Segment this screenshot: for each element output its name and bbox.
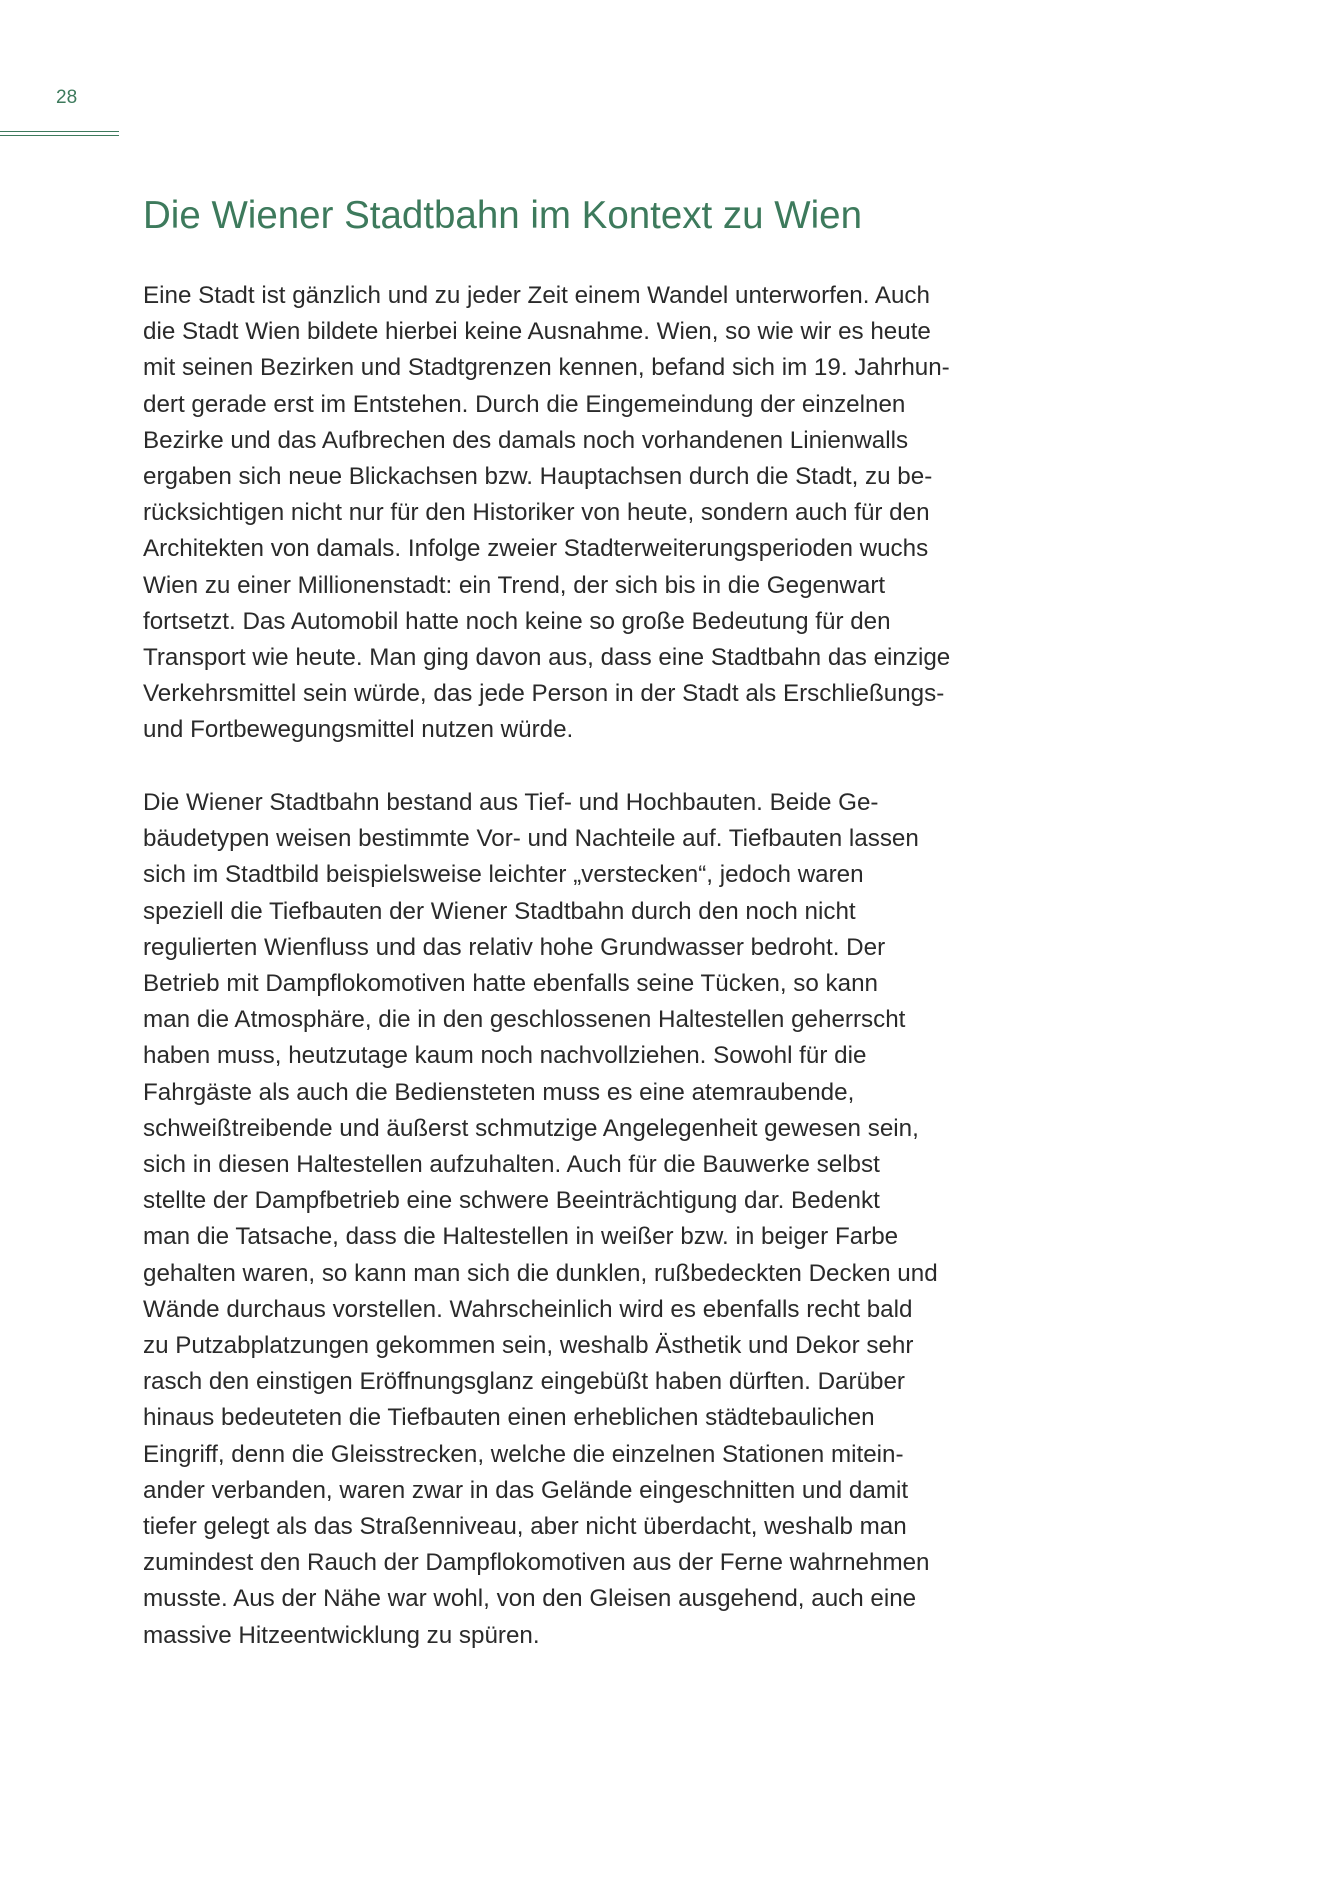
text-line: haben muss, heutzutage kaum noch nachvollziehen. Sowohl für die (143, 1042, 867, 1070)
text-line: sich im Stadtbild beispielsweise leichter „verstecken“, jedoch waren (143, 861, 864, 889)
text-line: Verkehrsmittel sein würde, das jede Person in der Stadt als Erschließungs- (143, 680, 945, 708)
text-line: stellte der Dampfbetrieb eine schwere Beeinträchtigung dar. Bedenkt (143, 1187, 880, 1215)
text-line: Betrieb mit Dampflokomotiven hatte ebenfalls seine Tücken, so kann (143, 970, 878, 998)
text-line: Fahrgäste als auch die Bediensteten muss es eine atemraubende, (143, 1078, 855, 1106)
text-line: speziell die Tiefbauten der Wiener Stadtbahn durch den noch nicht (143, 897, 856, 925)
text-line: bäudetypen weisen bestimmte Vor- und Nachteile auf. Tiefbauten lassen (143, 825, 919, 853)
text-line: gehalten waren, so kann man sich die dunklen, rußbedeckten Decken und (143, 1259, 938, 1287)
text-line: ander verbanden, waren zwar in das Gelände eingeschnitten und damit (143, 1476, 909, 1504)
text-line: massive Hitzeentwicklung zu spüren. (143, 1621, 540, 1649)
text-line: man die Atmosphäre, die in den geschlossenen Haltestellen geherrscht (143, 1006, 906, 1034)
paragraph-1 (143, 278, 950, 749)
paragraph-2 (143, 785, 938, 1654)
text-line: hinaus bedeuteten die Tiefbauten einen erheblichen städtebaulichen (143, 1404, 875, 1432)
text-line: zumindest den Rauch der Dampflokomotiven aus der Ferne wahrnehmen (143, 1549, 930, 1577)
text-line: regulierten Wienfluss und das relativ hohe Grundwasser bedroht. Der (143, 933, 886, 961)
text-line: Wien zu einer Millionenstadt: ein Trend, der sich bis in die Gegenwart (143, 571, 886, 599)
page-number-rule (0, 131, 119, 136)
text-line: Wände durchaus vorstellen. Wahrscheinlich wird es ebenfalls recht bald (143, 1295, 913, 1323)
text-line: rasch den einstigen Eröffnungsglanz eingebüßt haben dürften. Darüber (143, 1368, 905, 1396)
text-line: Transport wie heute. Man ging davon aus, dass eine Stadtbahn das einzige (143, 644, 951, 672)
text-line: mit seinen Bezirken und Stadtgrenzen kennen, befand sich im 19. Jahrhun- (143, 354, 950, 382)
chapter-title: Die Wiener Stadtbahn im Kontext zu Wien (143, 194, 862, 237)
text-line: ergaben sich neue Blickachsen bzw. Hauptachsen durch die Stadt, zu be- (143, 463, 933, 491)
text-line: Eingriff, denn die Gleisstrecken, welche die einzelnen Stationen mitein- (143, 1440, 904, 1468)
text-line: Architekten von damals. Infolge zweier Stadterweiterungsperioden wuchs (143, 535, 929, 563)
text-line: Eine Stadt ist gänzlich und zu jeder Zeit einem Wandel unterworfen. Auch (143, 282, 930, 309)
text-line: musste. Aus der Nähe war wohl, von den Gleisen ausgehend, auch eine (143, 1585, 917, 1613)
text-line: rücksichtigen nicht nur für den Historiker von heute, sondern auch für den (143, 499, 930, 527)
text-line: die Stadt Wien bildete hierbei keine Ausnahme. Wien, so wie wir es heute (143, 318, 931, 346)
text-line: Bezirke und das Aufbrechen des damals noch vorhandenen Linienwalls (143, 426, 909, 454)
text-line: Die Wiener Stadtbahn bestand aus Tief- und Hochbauten. Beide Ge- (143, 789, 879, 816)
text-line: zu Putzabplatzungen gekommen sein, weshalb Ästhetik und Dekor sehr (143, 1332, 914, 1360)
text-line: dert gerade erst im Entstehen. Durch die Eingemeindung der einzelnen (143, 390, 906, 418)
page-number: 28 (56, 87, 78, 108)
text-line: sich in diesen Haltestellen aufzuhalten. Auch für die Bauwerke selbst (143, 1151, 880, 1179)
text-line: tiefer gelegt als das Straßenniveau, aber nicht überdacht, weshalb man (143, 1513, 907, 1541)
text-line: schweißtreibende und äußerst schmutzige Angelegenheit gewesen sein, (143, 1114, 919, 1142)
text-line: und Fortbewegungsmittel nutzen würde. (143, 716, 574, 744)
text-line: man die Tatsache, dass die Haltestellen in weißer bzw. in beiger Farbe (143, 1223, 899, 1251)
text-line: fortsetzt. Das Automobil hatte noch keine so große Bedeutung für den (143, 607, 891, 635)
